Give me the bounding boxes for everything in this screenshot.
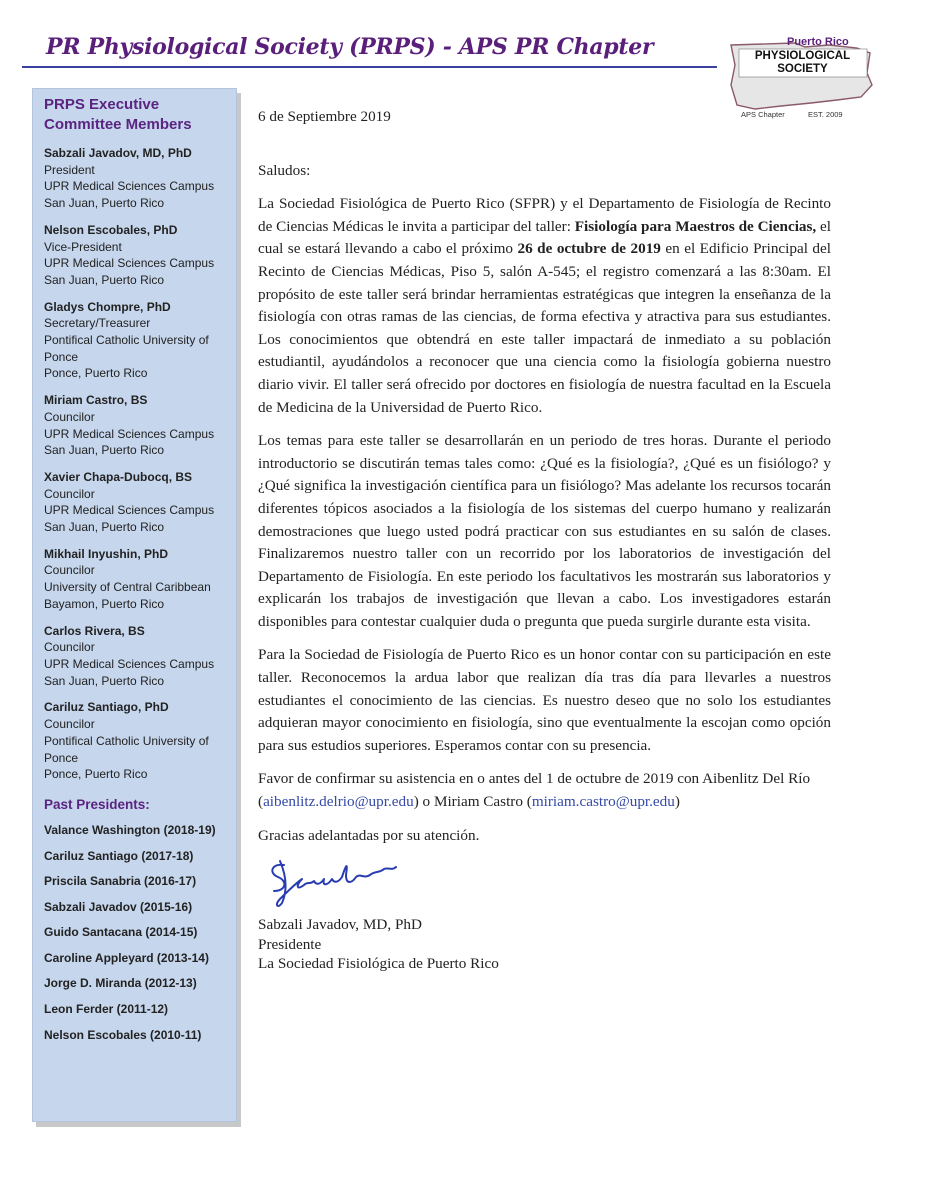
paragraph-thanks: Para la Sociedad de Fisiología de Puerto Rico es un honor contar con su participación en este taller. Reconocemos la ardua labor que realizan día tras día para llevarles a nuestros estudiantes el conocimiento de las ciencias. Es nuestro deseo que no solo los estudiantes adquieran mayor conocimiento en fisiología, sino que eventualmente la escojan como opción para sus estudios superiores. Esperamos contar con su presencia. xyxy=(258,646,831,754)
member-role: Councilor xyxy=(44,486,95,501)
paragraph-topics: Los temas para este taller se desarrollarán en un periodo de tres horas. Durante el periodo introductorio se discutirán temas tales como: ¿Qué es la fisiología?, ¿Qué es un fisiólogo? y ¿Qué significa la investigación científica para un fisiólogo? Mas adelante los recursos tocarán diferentes tópicos asociados a la fisiología de los sistemas del cuerpo humano y realizarán demostraciones que luego usted podrá practicar con sus estudiantes en su salón de clases. Finalizaremos nuestro taller con un recorrido por los laboratorios de investigación del Departamento de Fisiología. En este periodo los facultativos les mostrarán sus laboratorios y explicarán los trabajos de investigación que llevan a cabo. Los investigadores estarán disponibles para contestar cualquier duda o pregunta que pueda surgirle durante esta visita. xyxy=(258,432,831,630)
committee-sidebar xyxy=(32,88,237,1122)
signature-block xyxy=(258,915,831,974)
letter-greeting: Saludos: xyxy=(258,161,311,179)
member-affiliation: UPR Medical Sciences Campus xyxy=(44,503,215,518)
rsvp-text: ) xyxy=(674,793,680,811)
committee-heading: PRPS Executive Committee Members xyxy=(44,96,192,133)
member-affiliation: UPR Medical Sciences Campus xyxy=(44,656,215,671)
past-president-item: Leon Ferder (2011-12) xyxy=(44,1002,169,1017)
rsvp-text: Favor de confirmar su asistencia en o antes del 1 de octubre de 2019 con Aibenlitz Del Río ( xyxy=(258,770,811,811)
past-president-item: Guido Santacana (2014-15) xyxy=(44,925,198,940)
past-president-item: Sabzali Javadov (2015-16) xyxy=(44,899,193,914)
member-name: Mikhail Inyushin, PhD xyxy=(44,546,169,561)
past-presidents-heading: Past Presidents: xyxy=(44,796,150,812)
member-role: Councilor xyxy=(44,640,95,655)
logo-established: EST. 2009 xyxy=(808,110,843,119)
workshop-date: 26 de octubre de 2019 xyxy=(517,240,661,258)
member-name: Sabzali Javadov, MD, PhD xyxy=(44,146,192,160)
member-location: San Juan, Puerto Rico xyxy=(44,196,165,211)
signature-image xyxy=(266,855,406,913)
workshop-title: Fisiología para Maestros de Ciencias, xyxy=(574,217,817,235)
invitation-text: La Sociedad Fisiológica de Puerto Rico (SFPR) y el Departamento de Fisiología de Recinto de Ciencias Médicas le invita a participar del taller: xyxy=(258,195,831,235)
member-role: Vice-President xyxy=(44,239,122,254)
member-location: Ponce, Puerto Rico xyxy=(44,767,148,782)
member-affiliation: UPR Medical Sciences Campus xyxy=(44,256,215,271)
email-link-aibenlitz[interactable]: aibenlitz.delrio@upr.edu xyxy=(263,793,414,811)
invitation-text: el cual se estará llevando a cabo el próximo xyxy=(258,217,831,258)
member-name: Cariluz Santiago, PhD xyxy=(44,700,169,715)
member-name: Carlos Rivera, BS xyxy=(44,623,145,638)
committee-member xyxy=(44,222,232,289)
committee-member xyxy=(44,299,232,383)
committee-member xyxy=(44,623,232,690)
member-name: Miriam Castro, BS xyxy=(44,393,148,408)
member-role: Councilor xyxy=(44,409,95,424)
letter-closing: Gracias adelantadas por su atención. xyxy=(258,826,480,844)
letter-date: 6 de Septiembre 2019 xyxy=(258,108,391,125)
member-location: Ponce, Puerto Rico xyxy=(44,366,148,381)
member-role: Secretary/Treasurer xyxy=(44,316,151,331)
letter-body xyxy=(258,106,831,974)
committee-member xyxy=(44,546,232,613)
member-name: Xavier Chapa-Dubocq, BS xyxy=(44,469,193,484)
member-location: San Juan, Puerto Rico xyxy=(44,272,165,287)
past-president-item: Nelson Escobales (2010-11) xyxy=(44,1027,202,1042)
logo-text-line1: PHYSIOLOGICAL xyxy=(754,50,851,62)
member-affiliation: Pontifical Catholic University of Ponce xyxy=(44,733,209,765)
logo-text-line2: SOCIETY xyxy=(777,63,828,75)
member-location: San Juan, Puerto Rico xyxy=(44,673,165,688)
invitation-text: en el Edificio Principal del Recinto de Ciencias Médicas, Piso 5, salón A-545; el registro comenzará a las 8:30am. El propósito de este taller será brindar herramientas estratégicas que integren la enseñanza de la fisiología con otras ramas de las ciencias, de forma efectiva y atractiva para sus estudiantes. Los conocimientos que obtendrá en este taller impactará de inmediato a su población estudiantil, ayudándolos a reconocer que una ciencia como la fisiología gobierna nuestro diario vivir. El taller será ofrecido por doctores en fisiología de nuestra facultad en la Escuela de Medicina de la Universidad de Puerto Rico. xyxy=(258,240,831,416)
past-president-item: Jorge D. Miranda (2012-13) xyxy=(44,976,197,991)
member-location: San Juan, Puerto Rico xyxy=(44,520,165,535)
signer-title: Presidente xyxy=(258,935,322,953)
member-role: Councilor xyxy=(44,717,95,732)
past-president-item: Cariluz Santiago (2017-18) xyxy=(44,848,194,863)
signer-organization: La Sociedad Fisiológica de Puerto Rico xyxy=(258,955,499,973)
member-name: Nelson Escobales, PhD xyxy=(44,222,178,237)
header-divider xyxy=(22,66,717,68)
email-link-miriam[interactable]: miriam.castro@upr.edu xyxy=(531,793,675,811)
committee-member xyxy=(44,145,232,212)
rsvp-text: ) o Miriam Castro ( xyxy=(413,793,532,811)
logo-text-top: Puerto Rico xyxy=(787,36,849,48)
member-role: Councilor xyxy=(44,563,95,578)
signer-name: Sabzali Javadov, MD, PhD xyxy=(258,916,422,934)
member-location: San Juan, Puerto Rico xyxy=(44,443,165,458)
paragraph-rsvp xyxy=(258,768,831,813)
committee-member xyxy=(44,469,232,536)
member-affiliation: Pontifical Catholic University of Ponce xyxy=(44,333,209,364)
member-role: President xyxy=(44,162,95,177)
committee-member xyxy=(44,392,232,459)
member-location: Bayamon, Puerto Rico xyxy=(44,596,165,611)
member-affiliation: UPR Medical Sciences Campus xyxy=(44,179,215,194)
committee-member xyxy=(44,699,232,783)
past-president-item: Caroline Appleyard (2013-14) xyxy=(44,950,209,965)
member-affiliation: University of Central Caribbean xyxy=(44,580,211,595)
logo-chapter: APS Chapter xyxy=(741,110,785,119)
member-affiliation: UPR Medical Sciences Campus xyxy=(44,426,215,441)
page-header-title: PR Physiological Society (PRPS) - APS PR Chapter xyxy=(46,34,654,60)
paragraph-invitation xyxy=(258,193,831,419)
past-president-item: Valance Washington (2018-19) xyxy=(44,822,216,837)
past-president-item: Priscila Sanabria (2016-17) xyxy=(44,874,197,889)
member-name: Gladys Chompre, PhD xyxy=(44,299,171,314)
